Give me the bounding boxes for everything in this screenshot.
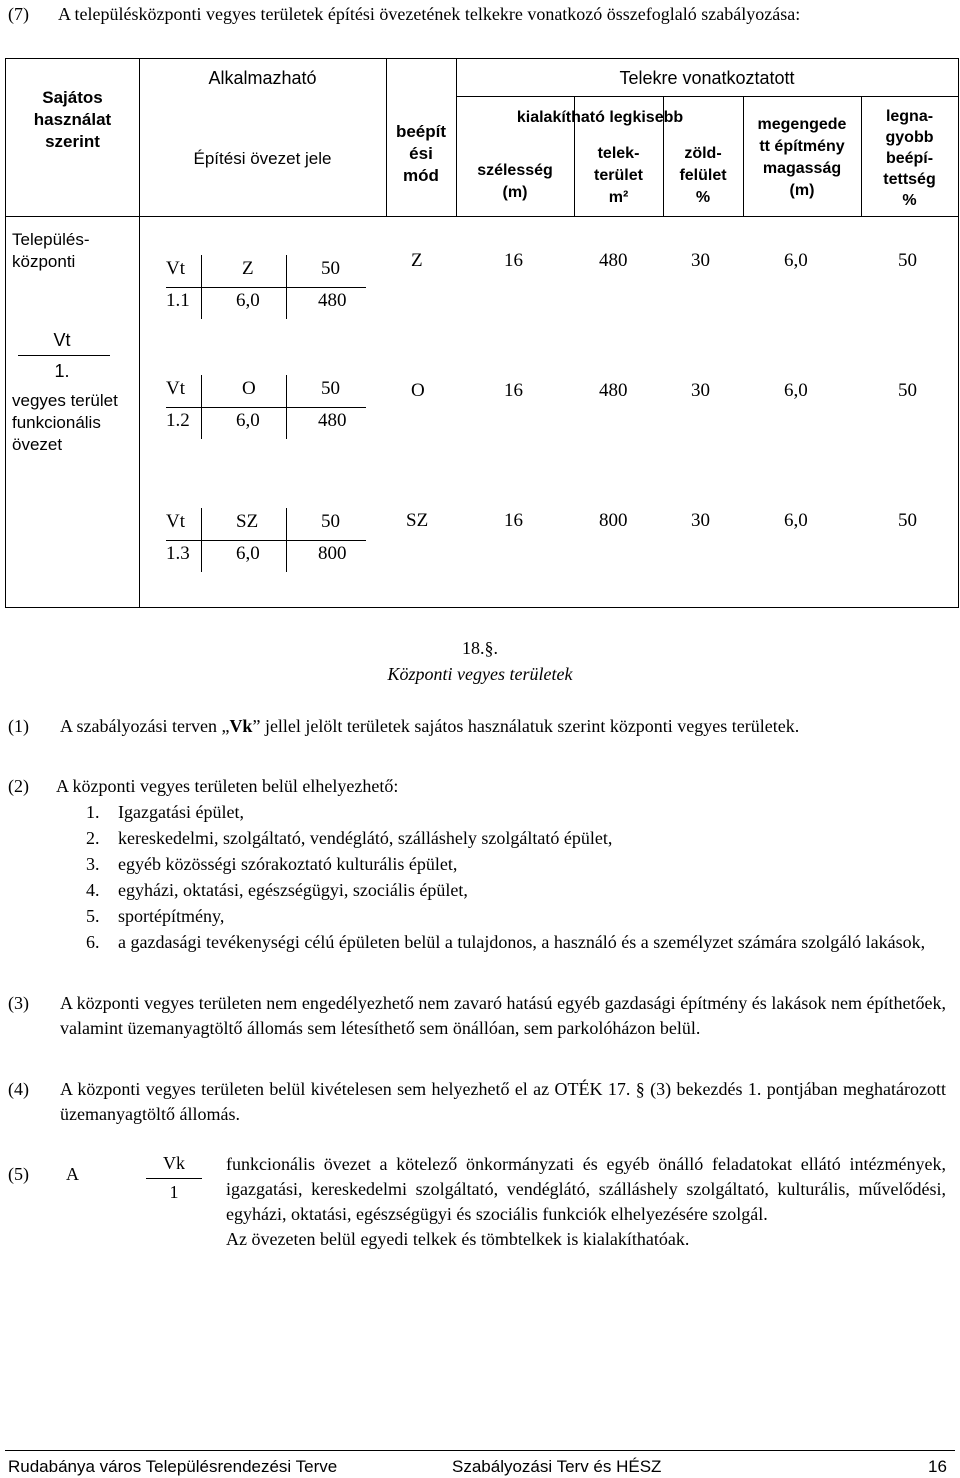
value-area: 480 xyxy=(599,380,628,401)
code-tr: 50 xyxy=(321,511,340,532)
value-width: 16 xyxy=(504,510,523,531)
intro-paragraph xyxy=(8,2,948,26)
list-item: 5. sportépítmény, xyxy=(86,906,225,926)
list-item: 2. kereskedelmi, szolgáltató, vendéglátó, szálláshely szolgáltató épület, xyxy=(86,828,613,848)
header-magassag: megengede tt építmény magasság (m) xyxy=(757,116,847,199)
footer-left: Rudabánya város Településrendezési Terve xyxy=(8,1457,338,1476)
list-item: 3. egyéb közösségi szórakoztató kulturális épület, xyxy=(86,854,458,874)
value-green: 30 xyxy=(691,510,710,531)
value-height: 6,0 xyxy=(784,510,808,531)
code-tr: 50 xyxy=(321,258,340,279)
code-tl: Vt xyxy=(166,511,185,532)
code-tr: 50 xyxy=(321,378,340,399)
label-vt-underline xyxy=(18,355,110,356)
value-area: 480 xyxy=(599,250,628,271)
section-number: 18.§. xyxy=(462,638,498,658)
row-values-o xyxy=(6,379,958,409)
fraction-bottom: 1 xyxy=(169,1182,179,1202)
page-number: 16 xyxy=(928,1457,947,1476)
header-szelesseg: szélesség (m) xyxy=(477,162,553,201)
header-sajatos-hasznalat: Sajátos használat szerint xyxy=(33,88,112,151)
code-br: 800 xyxy=(318,543,347,564)
value-height: 6,0 xyxy=(784,250,808,271)
code-bm: 6,0 xyxy=(236,410,260,431)
label-telepuleskozponti: Település- központi xyxy=(12,230,90,271)
value-mode: Z xyxy=(411,250,423,271)
value-mode: SZ xyxy=(406,510,429,531)
code-bm: 6,0 xyxy=(236,543,260,564)
value-green: 30 xyxy=(691,380,710,401)
row-values-sz xyxy=(6,509,958,539)
paragraph-2: (2) A központi vegyes területen belül elhelyezhető: xyxy=(8,776,399,796)
footer-center: Szabályozási Terv és HÉSZ xyxy=(452,1457,662,1476)
vk-fraction xyxy=(142,1150,206,1205)
regulation-table xyxy=(5,58,959,608)
paragraph-1: (1) A szabályozási terven „Vk” jellel jelölt területek sajátos használatuk szerint központi vegyes területek. xyxy=(8,716,800,736)
row-values-z xyxy=(6,249,958,279)
header-beepitettseg: legna- gyobb beépí- tettség % xyxy=(883,108,936,209)
code-tm: Z xyxy=(242,258,254,279)
vk-symbol: Vk xyxy=(229,716,253,736)
code-br: 480 xyxy=(318,290,347,311)
label-one: 1. xyxy=(54,361,70,381)
value-area: 800 xyxy=(599,510,628,531)
code-tl: Vt xyxy=(166,378,185,399)
fraction-top: Vk xyxy=(163,1153,185,1173)
label-description: vegyes terület funkcionális övezet xyxy=(12,391,118,454)
paragraph-3: (3) A központi vegyes területen nem engedélyezhető nem zavaró hatású egyéb gazdasági építmény és lakások nem építhetőek, valamint üzemanyagtöltő állomás sem létesíthető sem önállóan, sem parkolóházon belül. xyxy=(8,993,946,1038)
list-item: 4. egyházi, oktatási, egészségügyi, szociális épület, xyxy=(86,880,468,900)
value-width: 16 xyxy=(504,250,523,271)
paragraph-5-number: (5) xyxy=(8,1164,29,1184)
value-density: 50 xyxy=(898,250,917,271)
header-epitesi-ovezet-jele: Építési övezet jele xyxy=(193,149,332,168)
value-width: 16 xyxy=(504,380,523,401)
code-bl: 1.1 xyxy=(166,290,190,311)
code-tm: SZ xyxy=(236,511,259,532)
code-bm: 6,0 xyxy=(236,290,260,311)
value-mode: O xyxy=(411,380,425,401)
header-alkalmazhato: Alkalmazható xyxy=(208,68,317,88)
value-density: 50 xyxy=(898,510,917,531)
header-telekre-vonatkoztatott: Telekre vonatkoztatott xyxy=(619,68,795,88)
header-beepitesi-mod: beépít ési mód xyxy=(395,122,447,185)
code-tl: Vt xyxy=(166,258,185,279)
label-vt: Vt xyxy=(53,330,71,350)
header-zoldfelulet: zöld- felület % xyxy=(679,145,727,206)
code-tm: O xyxy=(242,378,256,399)
value-height: 6,0 xyxy=(784,380,808,401)
footer-rule xyxy=(5,1450,955,1451)
paragraph-5-text: funkcionális övezet a kötelező önkormányzati és egyéb önálló feladatokat ellátó intézmények, igazgatási, kereskedelmi szolgáltató, vendéglátó, szálláshely szolgáltató, kulturális, művelődési, egyházi, oktatási, egészségügyi és szociális funkciók elhelyezésére szolgál. Az övezeten belül egyedi telkek és tömbtelkek is kialakíthatóak. xyxy=(226,1154,946,1249)
section-title: Központi vegyes területek xyxy=(387,664,573,684)
list-item: 1. Igazgatási épület, xyxy=(86,802,244,822)
value-green: 30 xyxy=(691,250,710,271)
intro-number: (7) xyxy=(8,4,29,24)
code-bl: 1.2 xyxy=(166,410,190,431)
code-br: 480 xyxy=(318,410,347,431)
list-item: 6. a gazdasági tevékenységi célú épületen belül a tulajdonos, a használó és a személyzet számára szolgáló lakások, xyxy=(86,932,926,952)
intro-text: A településközponti vegyes területek építési övezetének telkekre vonatkozó összefoglaló szabályozása: xyxy=(58,4,801,24)
header-telekterulet: telek- terület m² xyxy=(594,145,643,206)
paragraph-4: (4) A központi vegyes területen belül kivételesen sem helyezhető el az OTÉK 17. § (3) bekezdés 1. pontjában meghatározott üzemanyagtöltő állomás. xyxy=(8,1079,946,1124)
value-density: 50 xyxy=(898,380,917,401)
code-bl: 1.3 xyxy=(166,543,190,564)
paragraph-5-a: A xyxy=(66,1164,79,1184)
header-kialakithato-legkisebb: kialakítható legkisebb xyxy=(516,109,684,126)
